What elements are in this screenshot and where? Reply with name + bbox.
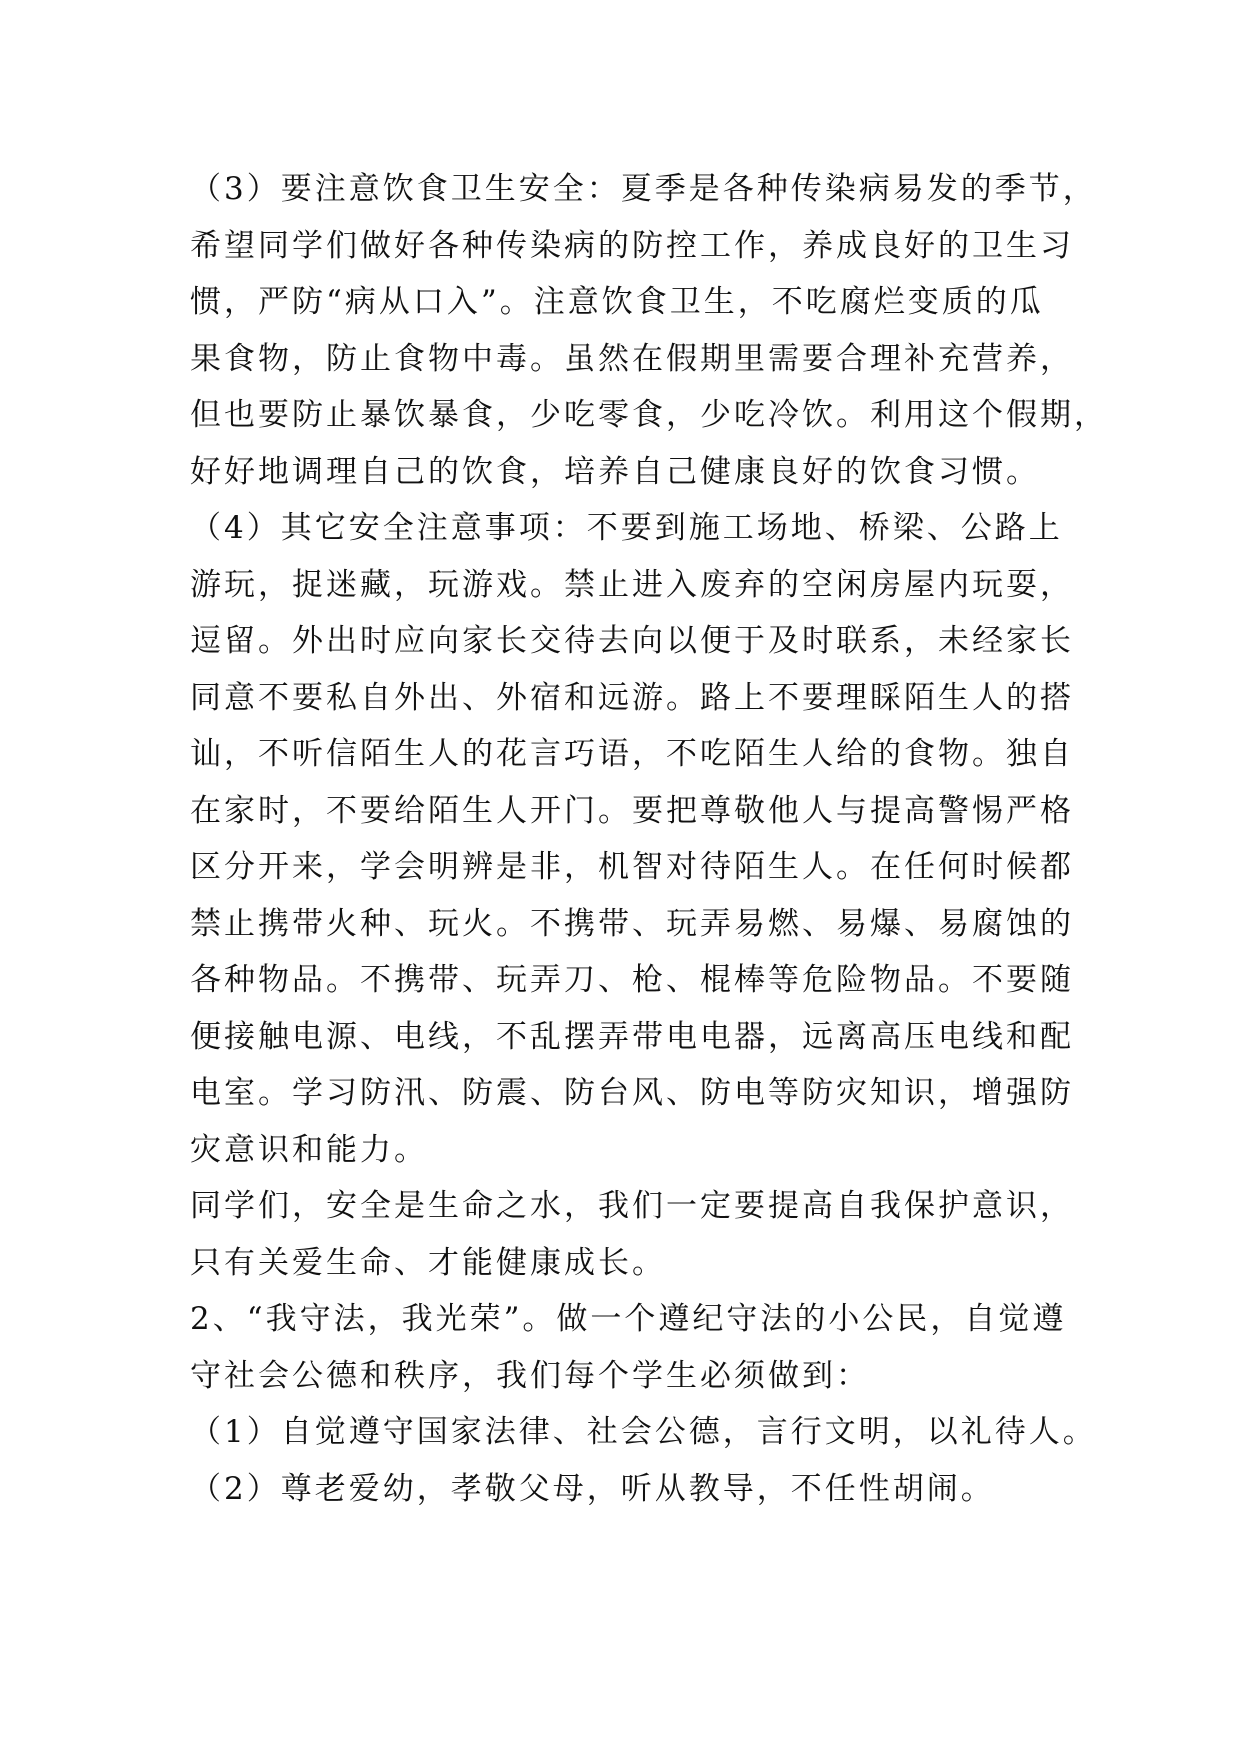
text-line: 区分开来，学会明辨是非，机智对待陌生人。在任何时候都 [190, 849, 1074, 885]
text-line: （1）自觉遵守国家法律、社会公德，言行文明，以礼待人。 [190, 1414, 1097, 1450]
text-line: 在家时，不要给陌生人开门。要把尊敬他人与提高警惕严格 [190, 792, 1074, 829]
text-line: （4）其它安全注意事项：不要到施工场地、桥梁、公路上 [190, 510, 1063, 546]
text-line: 逗留。外出时应向家长交待去向以便于及时联系，未经家长 [190, 623, 1074, 659]
text-line: 同学们，安全是生命之水，我们一定要提高自我保护意识， [190, 1188, 1074, 1224]
text-line: 同意不要私自外出、外宿和远游。路上不要理睬陌生人的搭 [190, 679, 1074, 716]
text-line: 便接触电源、电线，不乱摆弄带电电器，远离高压电线和配 [190, 1018, 1074, 1055]
text-line: 守社会公德和秩序，我们每个学生必须做到： [190, 1357, 870, 1394]
text-line: 禁止携带火种、玩火。不携带、玩弄易燃、易爆、易腐蚀的 [190, 905, 1074, 942]
text-line: 灾意识和能力。 [190, 1131, 428, 1168]
text-line: 希望同学们做好各种传染病的防控工作，养成良好的卫生习 [190, 227, 1074, 264]
text-line: 2、“我守法，我光荣”。做一个遵纪守法的小公民，自觉遵 [190, 1301, 1067, 1337]
text-line: 电室。学习防汛、防震、防台风、防电等防灾知识，增强防 [190, 1075, 1074, 1111]
text-line: 只有关爱生命、才能健康成长。 [190, 1244, 666, 1281]
text-line: 但也要防止暴饮暴食，少吃零食，少吃冷饮。利用这个假期， [190, 397, 1108, 433]
text-line: 好好地调理自己的饮食，培养自己健康良好的饮食习惯。 [190, 453, 1040, 490]
text-line: 讪，不听信陌生人的花言巧语，不吃陌生人给的食物。独自 [190, 736, 1074, 772]
text-line: （3）要注意饮食卫生安全：夏季是各种传染病易发的季节， [190, 171, 1097, 207]
text-line: 果食物，防止食物中毒。虽然在假期里需要合理补充营养， [190, 340, 1074, 377]
text-line: 游玩，捉迷藏，玩游戏。禁止进入废弃的空闲房屋内玩耍， [190, 566, 1074, 603]
document-body [190, 161, 1108, 1517]
text-line: 惯，严防“病从口入”。注意饮食卫生，不吃腐烂变质的瓜 [190, 284, 1044, 320]
text-line: （2）尊老爱幼，孝敬父母，听从教导，不任性胡闹。 [190, 1470, 995, 1507]
text-line: 各种物品。不携带、玩弄刀、枪、棍棒等危险物品。不要随 [190, 962, 1074, 998]
